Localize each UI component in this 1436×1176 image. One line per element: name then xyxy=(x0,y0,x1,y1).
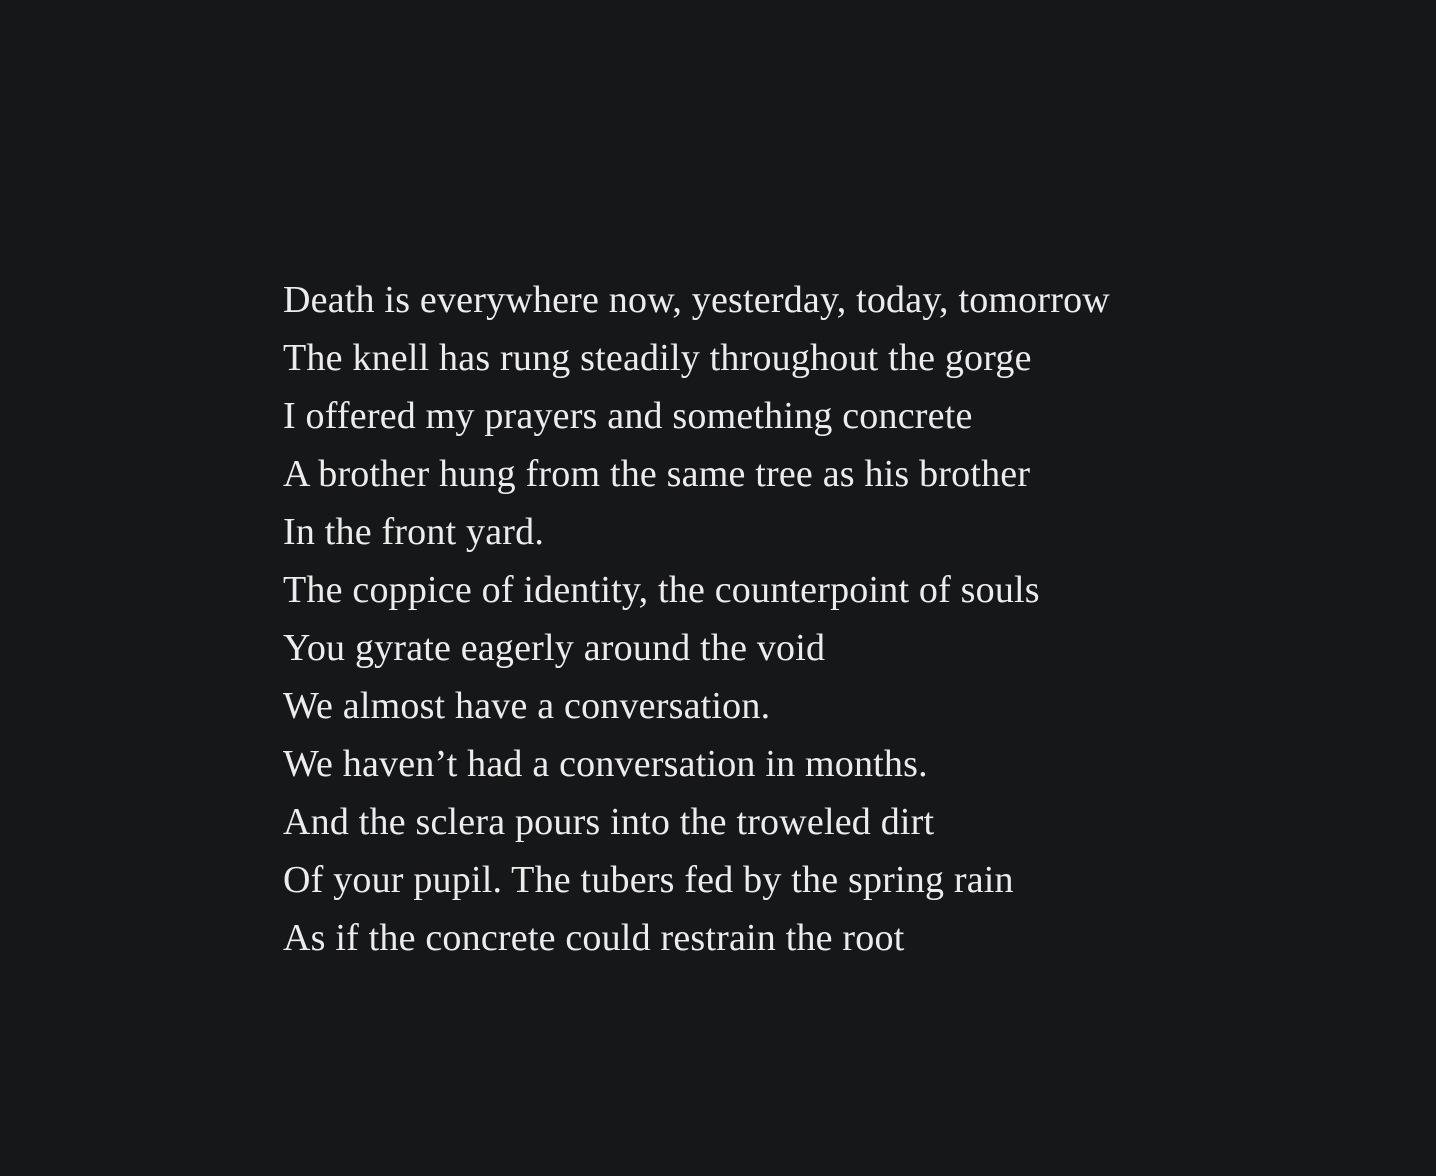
poem-line: Of your pupil. The tubers fed by the spring rain xyxy=(283,859,1014,901)
poem-line: We haven’t had a conversation in months. xyxy=(283,743,928,785)
poem-text xyxy=(283,271,1383,967)
poem-line: I offered my prayers and something concrete xyxy=(283,395,973,437)
poem-line: And the sclera pours into the troweled dirt xyxy=(283,801,935,843)
poem-line: The coppice of identity, the counterpoint of souls xyxy=(283,569,1040,611)
poem-line: A brother hung from the same tree as his brother xyxy=(283,453,1031,495)
poem-line: In the front yard. xyxy=(283,511,545,553)
poem-line: As if the concrete could restrain the root xyxy=(283,917,905,959)
poem-line: We almost have a conversation. xyxy=(283,685,771,727)
poem-line: The knell has rung steadily throughout the gorge xyxy=(283,337,1032,379)
poem-line: You gyrate eagerly around the void xyxy=(283,627,826,669)
poem-line: Death is everywhere now, yesterday, today, tomorrow xyxy=(283,279,1110,321)
